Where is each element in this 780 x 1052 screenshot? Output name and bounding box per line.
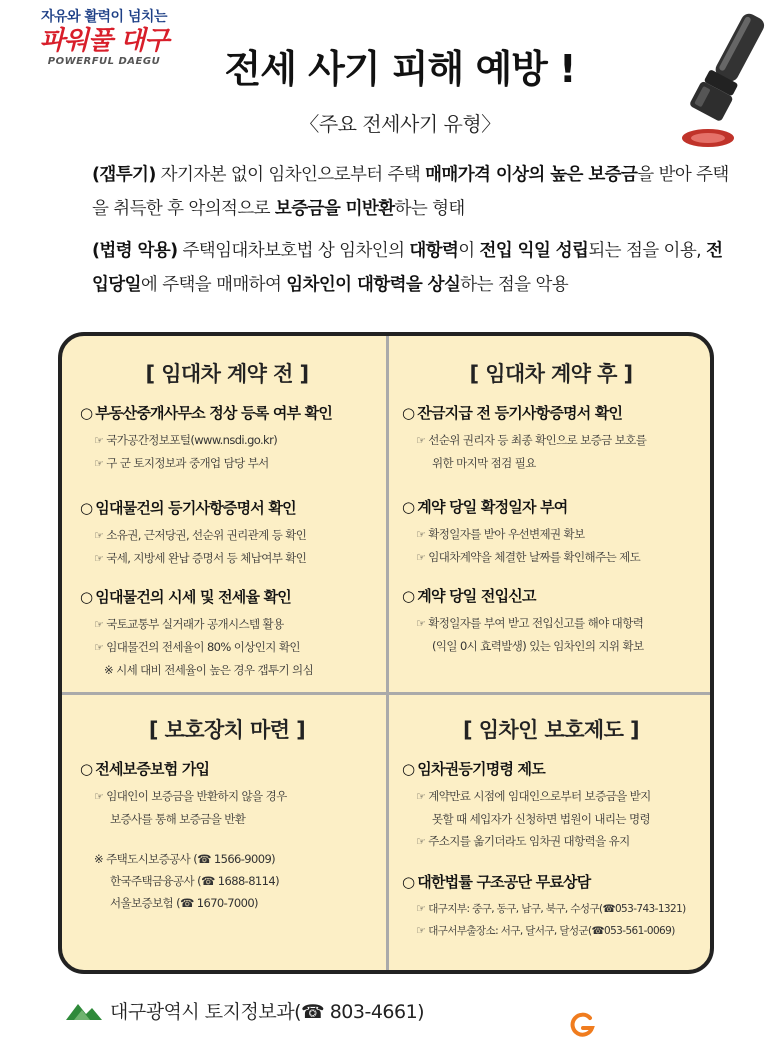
item-line: (익일 0시 효력발생) 있는 임차인의 지위 확보 — [432, 639, 644, 653]
panel-before-contract — [74, 346, 380, 686]
item-line: ☞ 국세, 지방세 완납 증명서 등 체납여부 확인 — [94, 551, 307, 565]
panel-heading: [ 보호장치 마련 ] — [148, 718, 306, 742]
pointing-hand-icon: ☞ — [416, 902, 426, 915]
pointing-hand-icon: ☞ — [94, 529, 104, 542]
item-title: ○ 대한법률 구조공단 무료상담 — [402, 873, 591, 891]
item-line: ☞ 선순위 권리자 등 최종 확인으로 보증금 보호를 — [416, 433, 647, 447]
item-title: ○ 잔금지급 전 등기사항증명서 확인 — [402, 404, 623, 422]
footer-contact — [64, 997, 424, 1024]
pointing-hand-icon: ☞ — [416, 434, 426, 447]
page-subtitle: 〈주요 전세사기 유형〉 — [299, 112, 501, 136]
daegu-mountain-icon — [64, 998, 104, 1024]
contact-line: ※ 주택도시보증공사 (☎ 1566-9009) — [94, 852, 276, 866]
vertical-divider — [386, 336, 389, 970]
item-line: ☞ 확정일자를 부여 받고 전입신고를 해야 대항력 — [416, 616, 644, 630]
pointing-hand-icon: ☞ — [94, 641, 104, 654]
item-line: ☞ 소유권, 근저당권, 선순위 권리관계 등 확인 — [94, 528, 307, 542]
item-line: 보증사를 통해 보증금을 반환 — [110, 812, 246, 826]
item-line: ☞ 국가공간정보포털(www.nsdi.go.kr) — [94, 433, 278, 447]
pointing-hand-icon: ☞ — [94, 457, 104, 470]
panel-tenant-protection — [396, 702, 706, 968]
item-line: ☞ 계약만료 시점에 임대인으로부터 보증금을 받지 — [416, 789, 651, 803]
pointing-hand-icon: ☞ — [416, 528, 426, 541]
item-line: 위한 마지막 점검 필요 — [432, 456, 536, 470]
item-title: ○ 부동산중개사무소 정상 등록 여부 확인 — [80, 404, 333, 422]
pointing-hand-icon: ☞ — [94, 790, 104, 803]
pointing-hand-icon: ☞ — [416, 790, 426, 803]
footer-text: 대구광역시 토지정보과(☎ 803-4661) — [110, 1001, 425, 1023]
panel-protection — [74, 702, 380, 968]
contact-line: 서울보증보험 (☎ 1670-7000) — [110, 896, 258, 910]
item-line: ☞ 구 군 토지정보과 중개업 담당 부서 — [94, 456, 269, 470]
contact-line: 한국주택금융공사 (☎ 1688-8114) — [110, 874, 279, 888]
panel-heading: [ 임대차 계약 전 ] — [145, 362, 309, 386]
item-line: ☞ 대구지부: 중구, 동구, 남구, 북구, 수성구(☎053-743-1321) — [416, 902, 686, 915]
info-board — [58, 332, 714, 974]
logo-english: POWERFUL DAEGU — [47, 56, 161, 67]
horizontal-divider — [62, 692, 710, 695]
item-title: ○ 임차권등기명령 제도 — [402, 760, 545, 778]
panel-heading: [ 임차인 보호제도 ] — [463, 718, 639, 742]
g-logo-icon — [568, 1012, 596, 1040]
item-title: ○ 전세보증보험 가입 — [80, 760, 210, 778]
item-title: ○ 임대물건의 등기사항증명서 확인 — [80, 499, 296, 517]
powerful-daegu-logo — [14, 6, 194, 67]
logo-tagline: 자유와 활력이 넘치는 — [41, 9, 167, 25]
item-title: ○ 계약 당일 전입신고 — [402, 587, 536, 605]
panel-after-contract — [396, 346, 706, 686]
pointing-hand-icon: ☞ — [416, 835, 426, 848]
item-line: ☞ 임대물건의 전세율이 80% 이상인지 확인 — [94, 640, 300, 654]
pointing-hand-icon: ☞ — [416, 924, 426, 937]
intro-label: (갭투기) — [92, 165, 156, 185]
pointing-hand-icon: ☞ — [416, 617, 426, 630]
panel-heading: [ 임대차 계약 후 ] — [469, 362, 633, 386]
item-line: ☞ 확정일자를 받아 우선변제권 확보 — [416, 527, 585, 541]
logo-main-text: 파워풀 대구 — [39, 26, 169, 56]
pointing-hand-icon: ☞ — [94, 552, 104, 565]
intro-label: (법령 악용) — [92, 241, 178, 261]
item-line: ☞ 국토교통부 실거래가 공개시스템 활용 — [94, 617, 284, 631]
stamp-icon — [680, 6, 770, 156]
item-line: 못할 때 세입자가 신청하면 법원이 내리는 명령 — [432, 812, 651, 826]
pointing-hand-icon: ☞ — [94, 618, 104, 631]
item-line: ☞ 임대인이 보증금을 반환하지 않을 경우 — [94, 789, 287, 803]
item-note: ※ 시세 대비 전세율이 높은 경우 갭투기 의심 — [104, 663, 314, 677]
pointing-hand-icon: ☞ — [94, 434, 104, 447]
intro-gap-investment: (갭투기) 자기자본 없이 임차인으로부터 주택 매매가격 이상의 높은 보증금을 받아 주택을 취득한 후 악의적으로 보증금을 미반환하는 형태 — [92, 165, 729, 219]
page-title: 전세 사기 피해 예방 ! — [224, 47, 576, 91]
item-line: ☞ 주소지를 옮기더라도 임차권 대항력을 유지 — [416, 834, 630, 848]
item-title: ○ 임대물건의 시세 및 전세율 확인 — [80, 588, 291, 606]
item-line: ☞ 임대차계약을 체결한 날짜를 확인해주는 제도 — [416, 550, 641, 564]
pointing-hand-icon: ☞ — [416, 551, 426, 564]
item-title: ○ 계약 당일 확정일자 부여 — [402, 498, 568, 516]
intro-law-abuse: (법령 악용) 주택임대차보호법 상 임차인의 대항력이 전입 익일 성립되는 점을 이용, 전입당일에 주택을 매매하여 임차인이 대항력을 상실하는 점을 악용 — [92, 241, 723, 295]
item-line: ☞ 대구서부출장소: 서구, 달서구, 달성군(☎053-561-0069) — [416, 924, 675, 937]
